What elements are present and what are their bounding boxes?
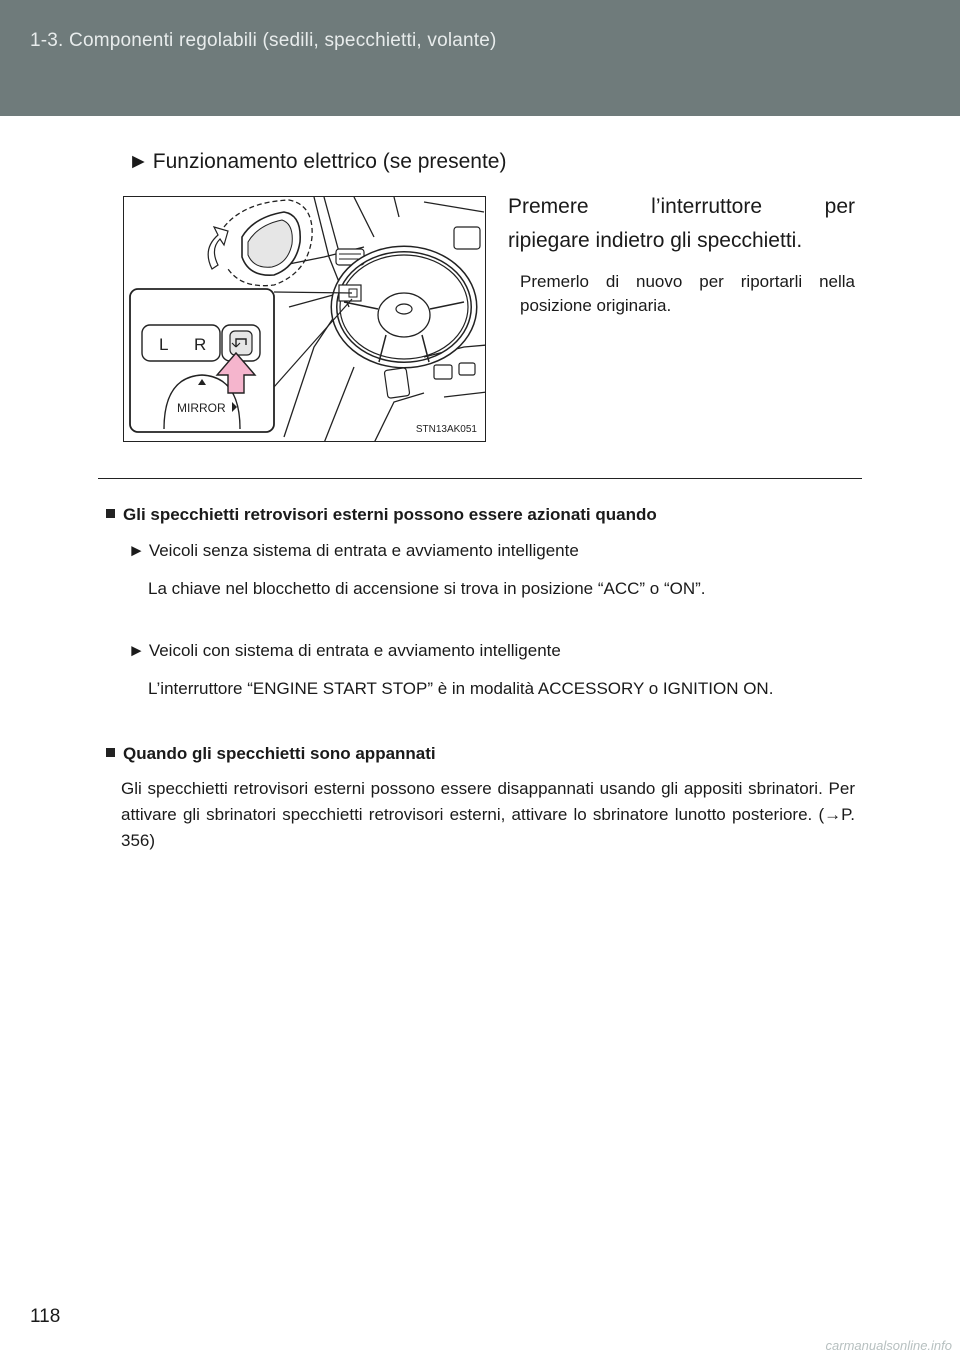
page-number: 118 bbox=[30, 1306, 61, 1327]
section-heading bbox=[128, 150, 506, 174]
note-1-case-2-label: ► Veicoli con sistema di entrata e avviamento intelligente bbox=[128, 641, 561, 660]
triangle-marker-icon: ► bbox=[128, 541, 145, 560]
dashboard-drawing bbox=[124, 197, 486, 442]
figure-code: STN13AK051 bbox=[415, 424, 477, 435]
note-1-title: Gli specchietti retrovisori esterni possono essere azionati quando bbox=[106, 502, 858, 528]
instruction-note: Premerlo di nuovo per riportarli nella posizione originaria. bbox=[520, 272, 855, 315]
note-2-title: Quando gli specchietti sono appannati bbox=[106, 741, 858, 767]
switch-label-left: L bbox=[159, 335, 169, 354]
mirror-switch-illustration bbox=[123, 196, 486, 442]
instruction-text bbox=[508, 190, 855, 258]
note-1-case-1-text: La chiave nel blocchetto di accensione si trova in posizione “ACC” o “ON”. bbox=[148, 579, 706, 598]
square-bullet-icon bbox=[106, 748, 115, 757]
chapter-title: 1-3. Componenti regolabili (sedili, specchietti, volante) bbox=[30, 30, 497, 51]
square-bullet-icon bbox=[106, 509, 115, 518]
watermark: carmanualsonline.info bbox=[825, 1338, 952, 1353]
section-divider bbox=[98, 478, 862, 479]
page-header bbox=[0, 0, 960, 116]
note-1-case-2-text: L’interruttore “ENGINE START STOP” è in modalità ACCESSORY o IGNITION ON. bbox=[148, 679, 774, 698]
note-2-text: Gli specchietti retrovisori esterni possono essere disappannati usando gli appositi sbrinatori. Per attivare gli sbrinatori specchietti retrovisori esterni, attivare lo sbrinatore lunotto posteriore. (→P. 356) bbox=[121, 779, 855, 850]
steering-wheel-drawing bbox=[334, 249, 474, 365]
triangle-marker-icon: ► bbox=[128, 150, 149, 173]
instruction-line-2: ripiegare indietro gli specchietti. bbox=[508, 229, 803, 252]
switch-label-mirror: MIRROR bbox=[177, 401, 226, 415]
side-mirror-drawing bbox=[208, 200, 312, 286]
switch-label-right: R bbox=[194, 335, 207, 354]
note-1-case-1-label: ► Veicoli senza sistema di entrata e avviamento intelligente bbox=[128, 541, 579, 560]
section-heading-text: Funzionamento elettrico (se presente) bbox=[152, 150, 507, 173]
instruction-line-1: Premere l’interruttore per bbox=[508, 195, 855, 218]
triangle-marker-icon: ► bbox=[128, 641, 145, 660]
